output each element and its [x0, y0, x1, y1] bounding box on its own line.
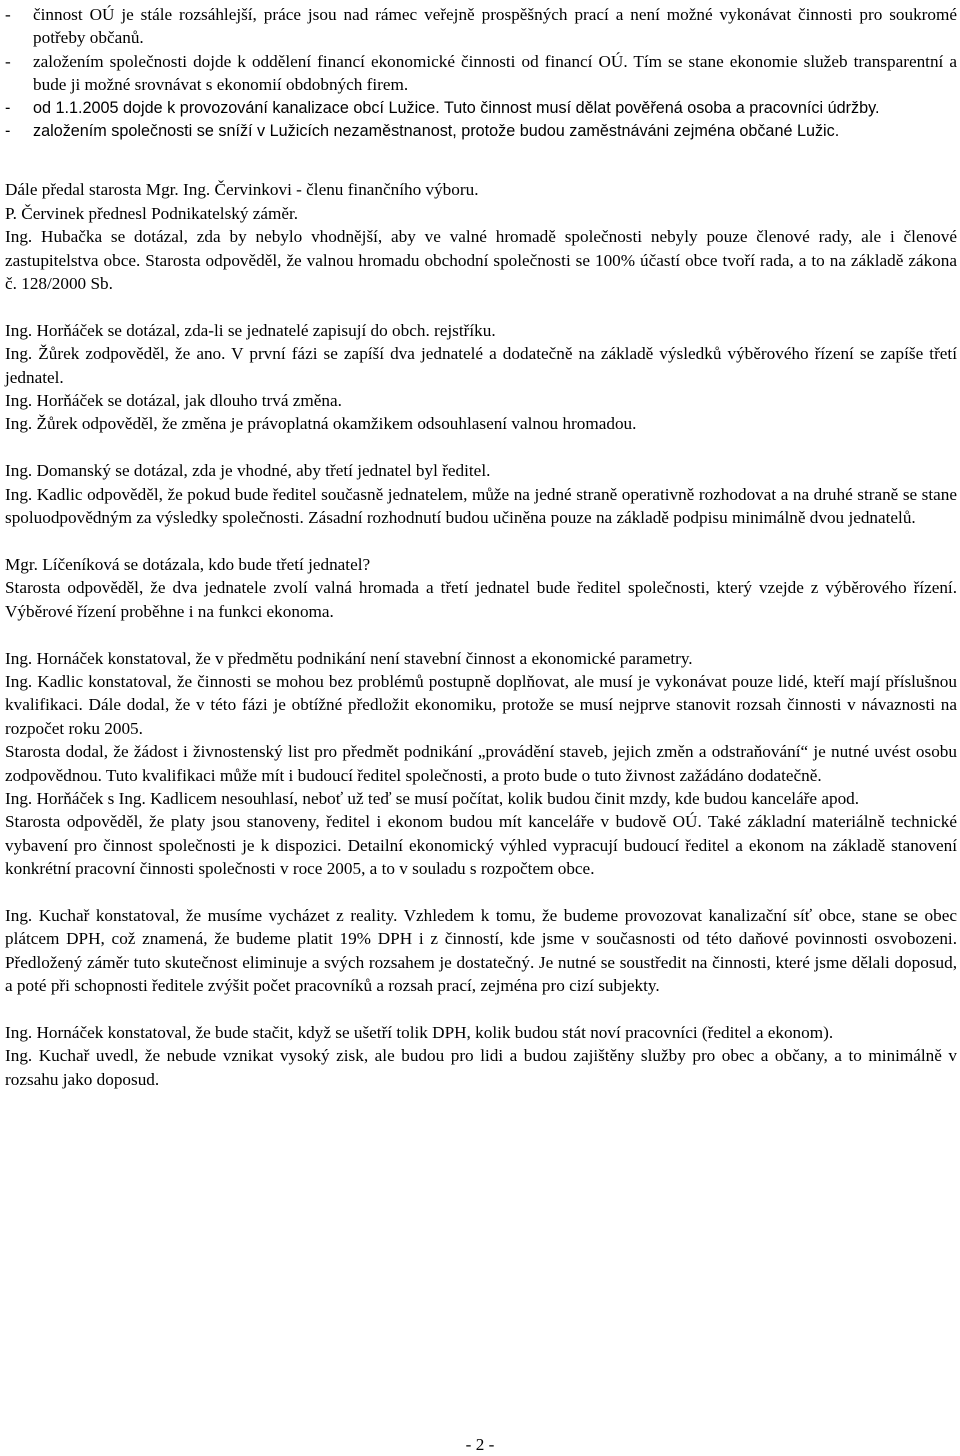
- paragraph: Ing. Horňáček se dotázal, zda-li se jednatelé zapisují do obch. rejstříku.: [5, 320, 496, 340]
- bullet-dash: -: [5, 5, 11, 24]
- document-body: [5, 3, 957, 1091]
- paragraph: Ing. Kuchař konstatoval, že musíme vycházet z reality. Vzhledem k tomu, že budeme provozovat kanalizační síť obce, stane se obec plátcem DPH, což znamená, že budeme platit 19% DPH i z činností, kde jsme v současnosti od této daňové povinnosti osvobozeni. Předložený záměr tuto skutečnost eliminuje a svých rozsahem je dostatečný. Je nutné se soustředit na činnosti, které jsme dělali doposud, a poté při schopnosti ředitele zvýšit počet pracovníků a rozsah prací, zejména pro cizí subjekty.: [5, 905, 957, 996]
- bullet-item: [5, 3, 957, 50]
- bullet-text: založením společnosti se sníží v Lužicích nezaměstnanost, protože budou zaměstnáváni zejména občané Lužic.: [33, 122, 840, 141]
- paragraph: Ing. Hornáček konstatoval, že bude stačit, když se ušetří tolik DPH, kolik budou stát noví pracovníci (ředitel a ekonom).: [5, 1022, 834, 1042]
- paragraph: P. Červinek přednesl Podnikatelský záměr.: [5, 203, 299, 223]
- bullet-item: [5, 120, 957, 143]
- bullet-item: [5, 97, 957, 120]
- paragraph: Ing. Horňáček se dotázal, jak dlouho trvá změna.: [5, 391, 342, 411]
- paragraph: Ing. Horňáček s Ing. Kadlicem nesouhlasí, neboť už teď se musí počítat, kolik budou činit mzdy, kde budou kanceláře apod.: [5, 788, 860, 808]
- paragraph: Starosta odpověděl, že platy jsou stanoveny, ředitel i ekonom budou mít kanceláře v budově OÚ. Také základní materiálně technické vybavení pro činnost společnosti je k dispozici. Detailní ekonomický výhled vypracují budoucí ředitel a ekonom na základě stanovení konkrétní pracovní činnosti společnosti v roce 2005, a to v souladu s rozpočtem obce.: [5, 812, 957, 879]
- paragraph: Ing. Domanský se dotázal, zda je vhodné, aby třetí jednatel byl ředitel.: [5, 461, 491, 481]
- paragraph: Starosta dodal, že žádost i živnostenský list pro předmět podnikání „provádění staveb, jejich změn a odstraňování“ je nutné uvést osobu zodpovědnou. Tuto kvalifikaci může mít i budoucí ředitel společnosti, a proto bude o tuto živnost zažádáno dodatečně.: [5, 742, 957, 785]
- bullet-item: [5, 50, 957, 97]
- bullet-text: od 1.1.2005 dojde k provozování kanalizace obcí Lužice. Tuto činnost musí dělat pověřená osoba a pracovníci údržby.: [33, 98, 880, 117]
- bullet-text: činnost OÚ je stále rozsáhlejší, práce jsou nad rámec veřejně prospěšných prací a není možné vykonávat činnosti pro soukromé potřeby občanů.: [33, 5, 957, 48]
- paragraph: Dále předal starosta Mgr. Ing. Červinkovi - členu finančního výboru.: [5, 180, 479, 200]
- paragraph: Mgr. Líčeníková se dotázala, kdo bude třetí jednatel?: [5, 554, 371, 574]
- paragraph: Ing. Kuchař uvedl, že nebude vznikat vysoký zisk, ale budou pro lidi a budou zajištěny služby pro obec a občany, a to minimálně v rozsahu jako doposud.: [5, 1046, 957, 1089]
- paragraph: Ing. Hubačka se dotázal, zda by nebylo vhodnější, aby ve valné hromadě společnosti nebyly pouze členové rady, ale i členové zastupitelstva obce. Starosta odpověděl, že valnou hromadu obchodní společnosti se 100% účastí obce tvoří rada, a to na základě zákona č. 128/2000 Sb.: [5, 227, 957, 294]
- paragraph: Ing. Žůrek zodpověděl, že ano. V první fázi se zapíší dva jednatelé a dodatečně na základě výsledků výběrového řízení se zapíše třetí jednatel.: [5, 344, 957, 387]
- bullet-dash: -: [5, 51, 11, 71]
- paragraph: Ing. Žůrek odpověděl, že změna je právoplatná okamžikem odsouhlasení valnou hromadou.: [5, 414, 637, 434]
- paragraph: Ing. Hornáček konstatoval, že v předmětu podnikání není stavební činnost a ekonomické parametry.: [5, 648, 693, 668]
- paragraph: Ing. Kadlic odpověděl, že pokud bude ředitel současně jednatelem, může na jedné straně operativně rozhodovat a na druhé straně se stane spoluodpovědným za výsledky společnosti. Zásadní rozhodnutí budou učiněna pouze na základě podpisu minimálně dvou jednatelů.: [5, 484, 957, 528]
- bullet-dash: -: [5, 122, 11, 141]
- bullet-dash: -: [5, 98, 11, 117]
- bullet-text: založením společnosti dojde k oddělení financí ekonomické činnosti od financí OÚ. Tím se stane ekonomie služeb transparentní a bude ji možné srovnávat s ekonomií obdobných firem.: [33, 51, 957, 95]
- paragraph: Starosta odpověděl, že dva jednatele zvolí valná hromada a třetí jednatel bude ředitel společnosti, který vzejde z výběrového řízení. Výběrové řízení proběhne i na funkci ekonoma.: [5, 578, 957, 621]
- page-number: - 2 -: [465, 1435, 495, 1454]
- paragraph: Ing. Kadlic konstatoval, že činnosti se mohou bez problémů postupně doplňovat, ale musí je vykonávat pouze lidé, kteří mají příslušnou kvalifikaci. Dále dodal, že v této fázi je obtížné předložit ekonomiku, protože se musí nejprve stanovit rozsah činnosti v návaznosti na rozpočet roku 2005.: [5, 671, 957, 738]
